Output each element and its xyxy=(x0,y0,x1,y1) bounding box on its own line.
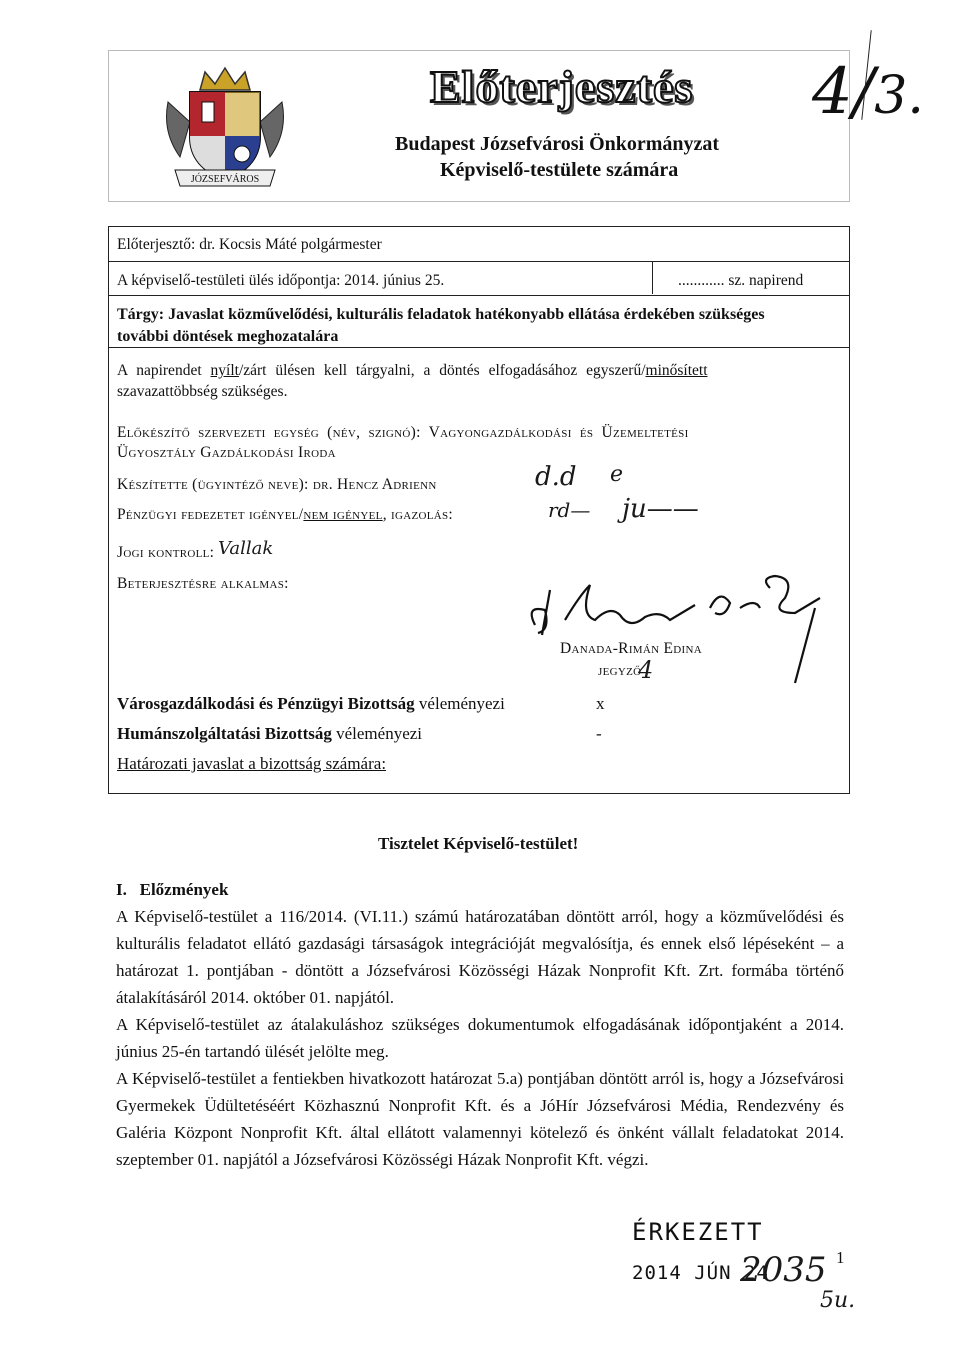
handwritten-signature: rd— xyxy=(548,498,591,522)
divider xyxy=(652,261,653,294)
divider xyxy=(109,261,849,262)
paragraph-1: A Képviselő-testület a 116/2014. (VI.11.) számú határozatában döntött arról, hogy a közművelődési és kulturális feladatot ellátó gazdasági társaságok integrációját megvalósítja, és ennek első lépéseként – a határozat 1. pontjában - döntött a Józsefvárosi Közösségi Házak Nonprofit Kft. Zrt. formába történő átalakításáról 2014. október 01. napjától. xyxy=(116,907,844,1007)
received-stamp-label: ÉRKEZETT xyxy=(632,1218,764,1246)
handwritten-signature: e xyxy=(610,462,624,487)
handwritten-signature: d.d xyxy=(535,462,577,492)
committee-2-action: véleményezi xyxy=(331,724,423,743)
committee-2-name: Humánszolgáltatási Bizottság xyxy=(117,724,332,743)
notary-signature xyxy=(700,568,830,688)
resolution-label: Határozati javaslat a bizottság számára: xyxy=(117,754,387,773)
subject-label: Tárgy: xyxy=(117,306,165,323)
session-line xyxy=(117,362,843,380)
financial-row xyxy=(117,506,453,524)
handwritten-signature: ju—— xyxy=(622,494,699,524)
session-line-2: szavazattöbbség szükséges. xyxy=(117,383,288,400)
section-title: Előzmények xyxy=(139,880,229,899)
subject-value: Javaslat közművelődési, kulturális feladatok hatékonyabb ellátása érdekében szükséges xyxy=(168,306,765,323)
committee-1 xyxy=(117,694,505,714)
council-subtitle: Képviselő-testülete számára xyxy=(440,159,679,181)
handwritten-mark: 4 xyxy=(638,656,654,684)
divider xyxy=(109,347,849,348)
crest-banner-text: JÓZSEFVÁROS xyxy=(190,174,260,185)
paragraph-2: A Képviselő-testület az átalakuláshoz szükséges dokumentumok elfogadásának időpontjaként a 2014. június 25-én tartandó ülését jelölte meg. xyxy=(116,1015,844,1061)
committee-2 xyxy=(117,724,422,744)
agenda-item: ............ sz. napirend xyxy=(678,272,804,289)
session-open-option: nyílt xyxy=(210,362,239,379)
financial-label: Pénzügyi fedezetet igényel/ xyxy=(117,506,304,523)
handwritten-signature: Vallak xyxy=(218,538,274,559)
legal-control-label: Jogi kontroll: xyxy=(117,544,215,561)
financial-verification: , igazolás: xyxy=(382,506,454,523)
committee-1-mark: x xyxy=(596,694,605,713)
handwritten-number: 4/3. xyxy=(812,55,924,129)
financial-not-required: nem igényel xyxy=(303,506,383,523)
session-qualified-option: minősített xyxy=(645,362,708,379)
received-stamp-date: 2014 JÚN 24 xyxy=(632,1262,769,1284)
notary-title: jegyző xyxy=(598,662,642,679)
committee-2-mark: - xyxy=(596,724,602,743)
session-text: A napirendet xyxy=(117,362,202,379)
meeting-date: A képviselő-testületi ülés időpontja: 2014. június 25. xyxy=(117,272,445,289)
prep-unit-line-2: Ügyosztály Gazdálkodási Iroda xyxy=(117,444,336,461)
presenter-label: Előterjesztő: xyxy=(117,236,196,253)
committee-1-name: Városgazdálkodási és Pénzügyi Bizottság xyxy=(117,694,415,713)
stamp-suffix: 1 xyxy=(836,1248,845,1267)
presenter-row xyxy=(117,236,382,254)
prepared-by: Készítette (ügyintéző neve): dr. Hencz Adrienn xyxy=(117,476,437,493)
subject-line-2: további döntések meghozatalára xyxy=(117,328,339,345)
presenter-value: dr. Kocsis Máté polgármester xyxy=(199,236,382,253)
paragraph-3: A Képviselő-testület a fentiekben hivatkozott határozat 5.a) pontjában döntött arról is, hogy a Józsefvárosi Gyermekek Üdültetéséért Közhasznú Nonprofit Kft. és a JóHír Józsefvárosi Média, Rendezvény és Galéria Központ Nonprofit Kft. által ellátott valamennyi kötelező és önként vállalt feladatokat 2014. szeptember 01. napjától a Józsefvárosi Közösségi Házak Nonprofit Kft. végzi. xyxy=(116,1069,844,1169)
document-title: Előterjesztés xyxy=(430,61,694,112)
section-number: I. xyxy=(116,880,127,899)
notary-name: Danada-Rimán Edina xyxy=(560,640,702,657)
council-name: Budapest Józsefvárosi Önkormányzat xyxy=(395,133,720,155)
salutation: Tisztelet Képviselő-testület! xyxy=(378,834,579,853)
session-text-rest: /zárt ülésen kell tárgyalni, a döntés elfogadásához egyszerű/ xyxy=(238,362,646,379)
section-heading xyxy=(116,880,228,900)
notary-signature xyxy=(520,575,720,645)
committee-1-action: véleményezi xyxy=(414,694,505,713)
handwritten-initials: 5u. xyxy=(820,1288,856,1313)
divider xyxy=(109,295,849,296)
subject-line-1 xyxy=(117,306,765,324)
prep-unit-line-1: Előkészítő szervezeti egység (név, szignó): Vagyongazdálkodási és Üzemeltetési xyxy=(117,424,689,441)
submission-approved-label: Beterjesztésre alkalmas: xyxy=(117,575,289,592)
coat-of-arms-logo xyxy=(160,62,290,192)
handwritten-registry-number: 2035 xyxy=(740,1250,827,1290)
